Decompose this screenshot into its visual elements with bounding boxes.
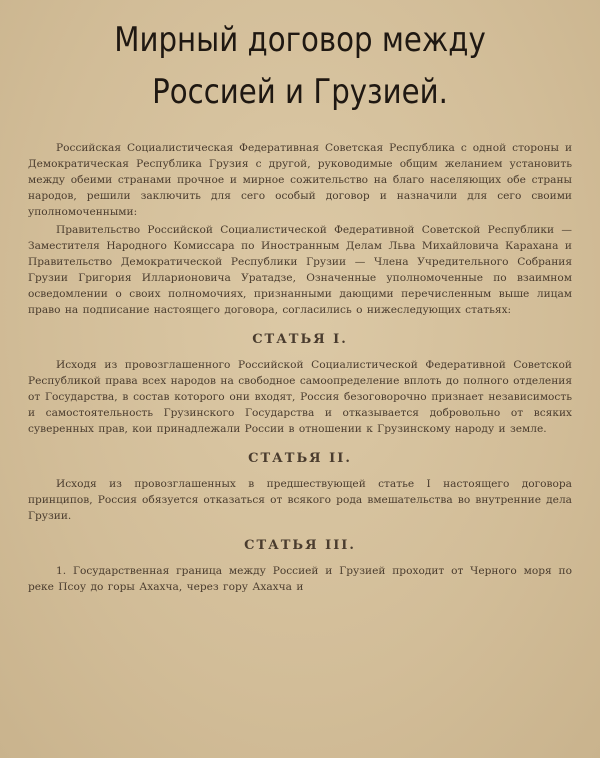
- plenipotentiaries-paragraph: Правительство Российской Социалистической Федеративной Советской Республики — Заместителя Народного Комиссара по Иностранным Делам Льва Михайловича Карахана и Правительство Демократической Республики Грузии — Члена Учредительного Собрания Грузии Григория Илларионовича Уратадзе, Означенные уполномоченные по взаимном осведомлении о своих полномочиях, признанными дающими перечисленным выше лицам право на подписание настоящего договора, согласились о нижеследующих статьях:: [28, 224, 572, 316]
- article-1-text: Исходя из провозглашенного Российской Социалистической Федеративной Советской Республикой права всех народов на свободное самоопределение вплоть до полного отделения от Государства, в состав которого они входят, Россия безоговорочно признает независимость и самостоятельность Грузинского Государства и отказывается добровольно от всяких суверенных прав, кои принадлежали России в отношении к Грузинскому народу и земле.: [28, 359, 572, 435]
- document-title: Мирный договор между Россией и Грузией.: [114, 20, 486, 112]
- article-2-heading: СТАТЬЯ II.: [248, 451, 352, 466]
- article-3-text: 1. Государственная граница между Россией и Грузией проходит от Черного моря по реке Псоу до горы Ахахча, через гору Ахахча и: [28, 565, 572, 593]
- preamble-paragraph: Российская Социалистическая Федеративная Советская Республика с одной стороны и Демократическая Республика Грузия с другой, руководимые общим желанием установить между обеими странами прочное и мирное сожительство на благо населяющих обе страны народов, решили заключить для сего особый договор и назначили для сего своими уполномоченными:: [28, 142, 572, 218]
- article-3-heading: СТАТЬЯ III.: [244, 538, 356, 553]
- article-2-text: Исходя из провозглашенных в предшествующей статье I настоящего договора принципов, Россия обязуется отказаться от всякого рода вмешательства во внутренние дела Грузии.: [28, 478, 572, 522]
- article-1-heading: СТАТЬЯ I.: [252, 332, 348, 347]
